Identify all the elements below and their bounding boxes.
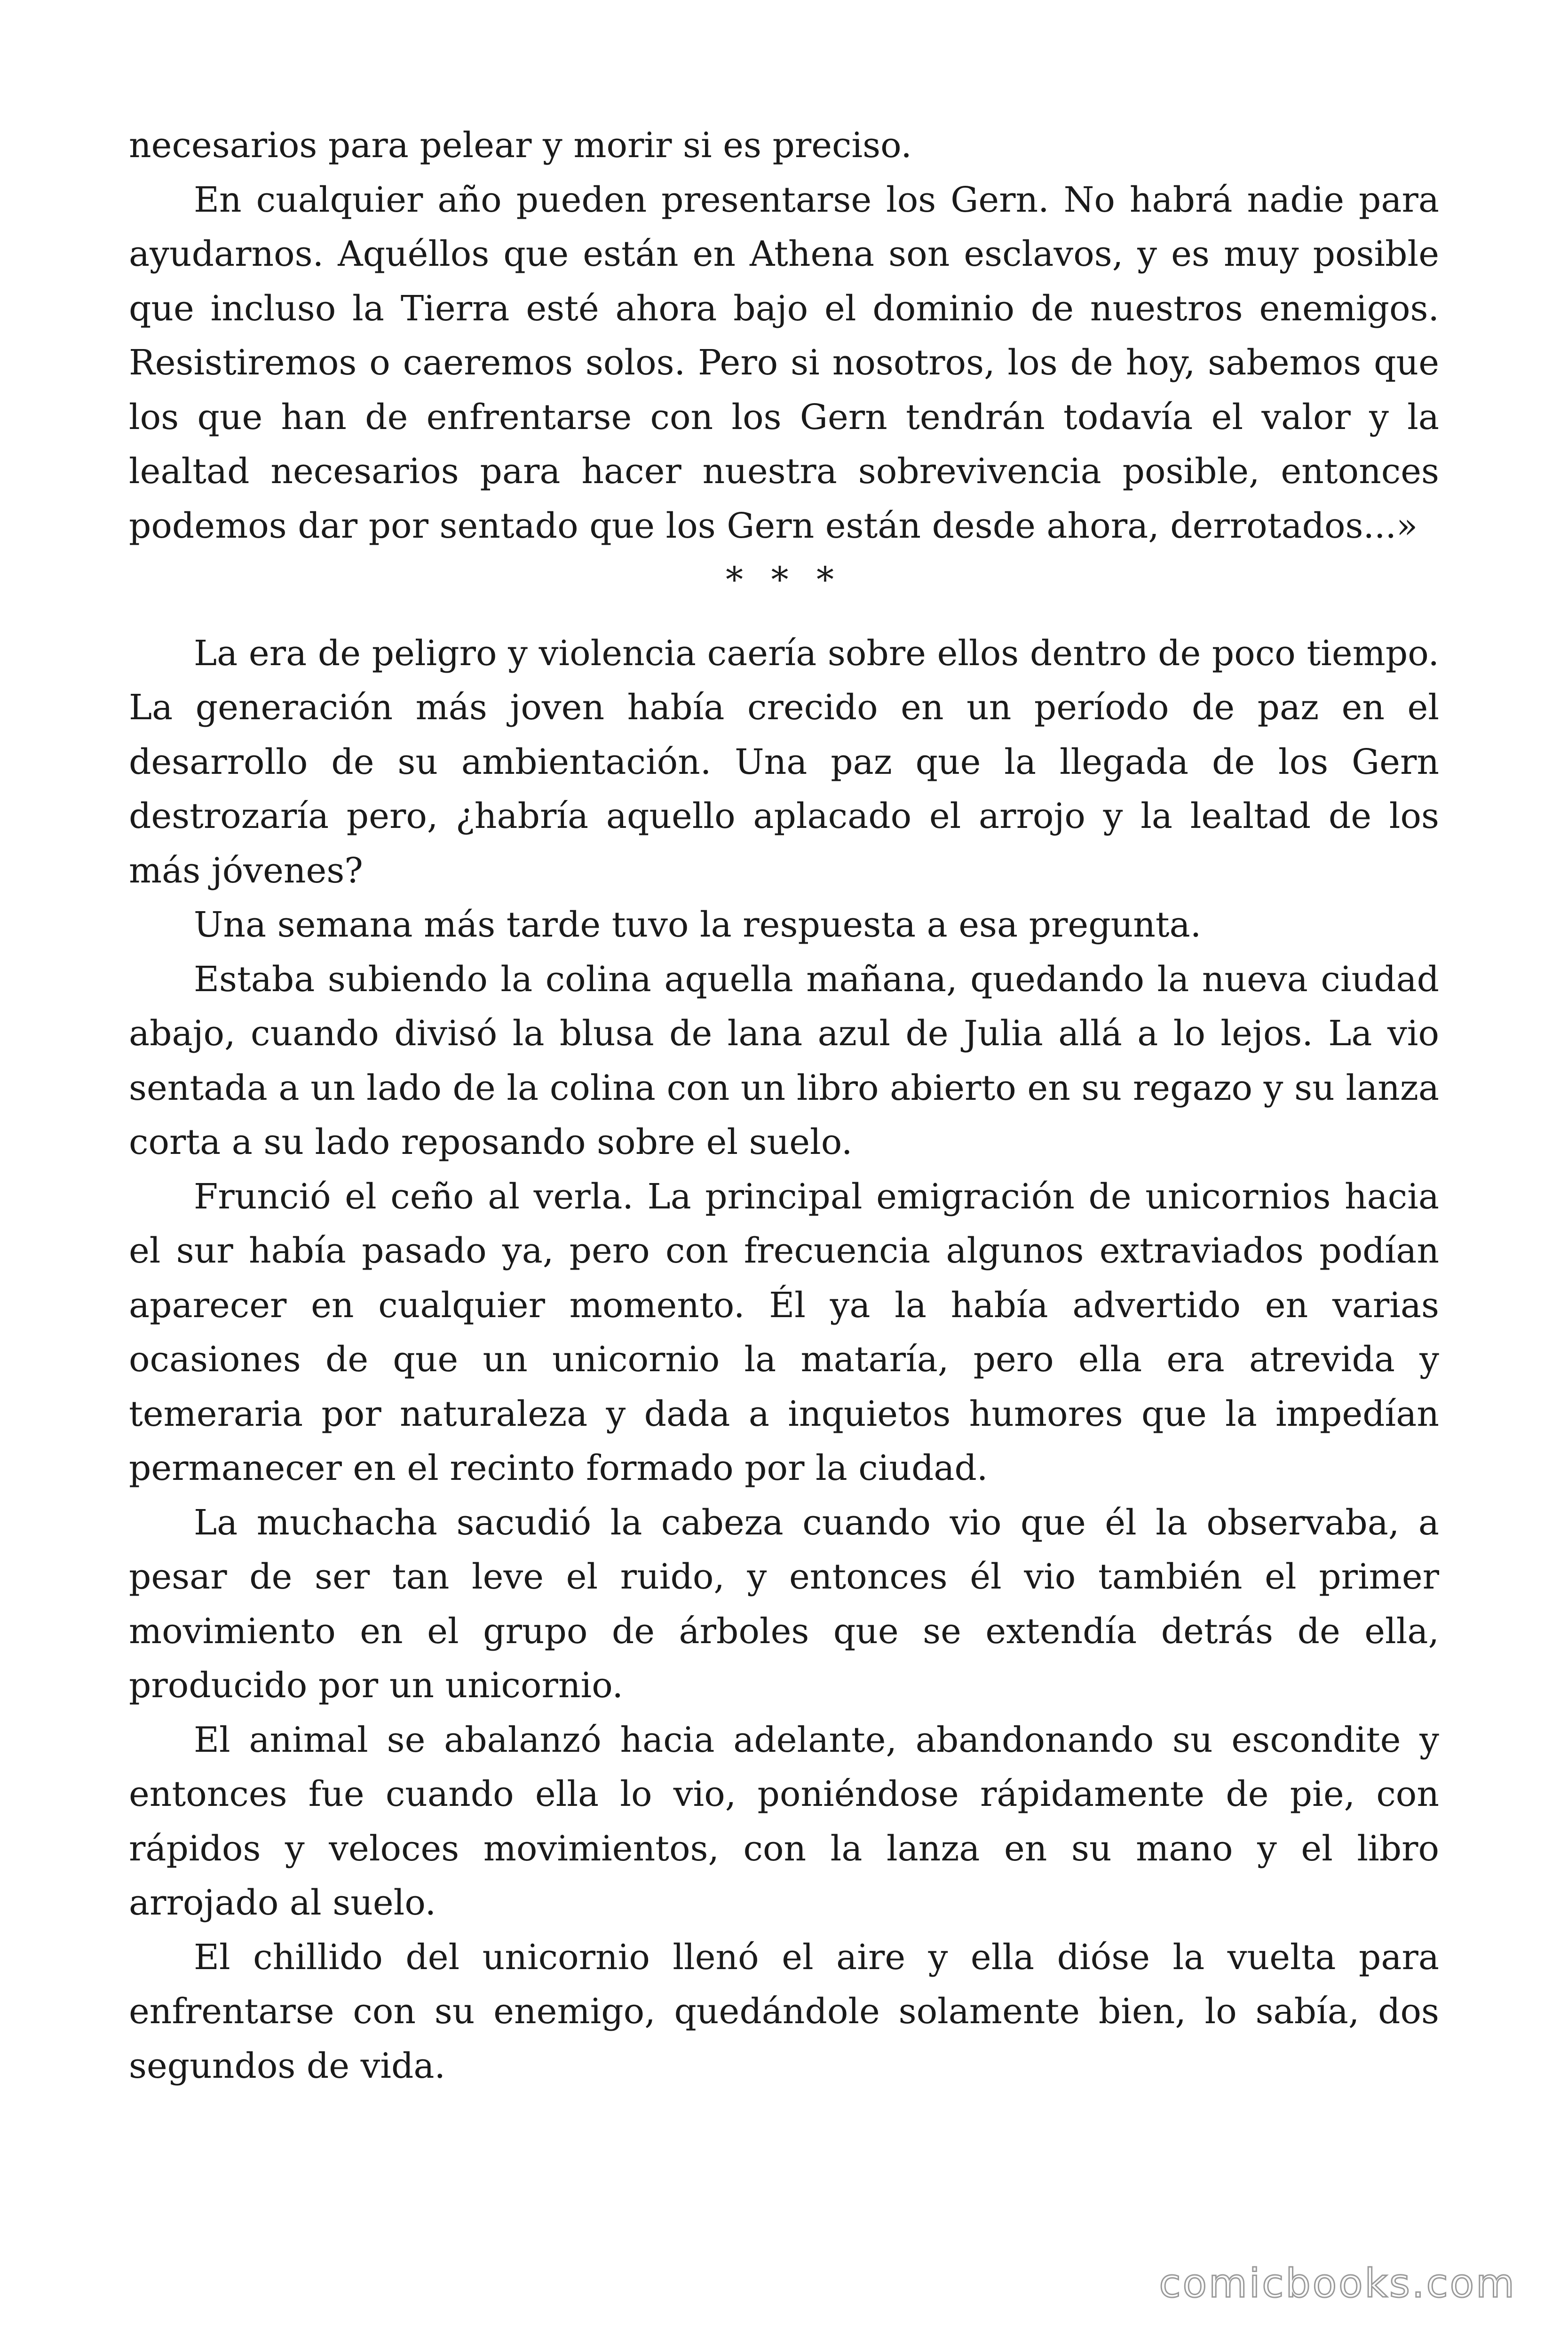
paragraph: La era de peligro y violencia caería sobre ellos dentro de poco tiempo. La generación más joven había crecido en un período de paz en el desarrollo de su ambientación. Una paz que la llegada de los Gern destrozaría pero, ¿habría aquello aplacado el arrojo y la lealtad de los más jóvenes?: [129, 633, 1439, 891]
paragraph: Estaba subiendo la colina aquella mañana, quedando la nueva ciudad abajo, cuando divisó la blusa de lana azul de Julia allá a lo lejos. La vio sentada a un lado de la colina con un libro abierto en su regazo y su lanza corta a su lado reposando sobre el suelo.: [129, 959, 1439, 1162]
paragraph: Una semana más tarde tuvo la respuesta a esa pregunta.: [194, 905, 1202, 945]
paragraph: El chillido del unicornio llenó el aire y ella dióse la vuelta para enfrentarse con su enemigo, quedándole solamente bien, lo sabía, dos segundos de vida.: [129, 1937, 1439, 2086]
paragraph: Frunció el ceño al verla. La principal emigración de unicornios hacia el sur había pasado ya, pero con frecuencia algunos extraviados podían aparecer en cualquier momento. Él ya la había advertido en varias ocasiones de que un unicornio la mataría, pero ella era atrevida y temeraria por naturaleza y dada a inquietos humores que la impedían permanecer en el recinto formado por la ciudad.: [129, 1176, 1439, 1488]
paragraph: En cualquier año pueden presentarse los Gern. No habrá nadie para ayudarnos. Aquéllos que están en Athena son esclavos, y es muy posible que incluso la Tierra esté ahora bajo el dominio de nuestros enemigos. Resistiremos o caeremos solos. Pero si nosotros, los de hoy, sabemos que los que han de enfrentarse con los Gern tendrán todavía el valor y la lealtad necesarios para hacer nuestra sobrevivencia posible, entonces podemos dar por sentado que los Gern están desde ahora, derrotados...»: [129, 179, 1439, 546]
section-separator: * * *: [725, 560, 843, 600]
separator-gap: [129, 608, 1439, 627]
paragraph: La muchacha sacudió la cabeza cuando vio que él la observaba, a pesar de ser tan leve el ruido, y entonces él vio también el primer movimiento en el grupo de árboles que se extendía detrás de ella, producido por un unicornio.: [129, 1502, 1439, 1706]
paragraph: necesarios para pelear y morir si es preciso.: [129, 125, 912, 166]
paragraph: El animal se abalanzó hacia adelante, abandonando su escondite y entonces fue cuando ella lo vio, poniéndose rápidamente de pie, con rápidos y veloces movimientos, con la lanza en su mano y el libro arrojado al suelo.: [129, 1719, 1439, 1923]
page-body: [129, 119, 1439, 2093]
watermark: comicbooks.com: [1159, 2260, 1516, 2306]
